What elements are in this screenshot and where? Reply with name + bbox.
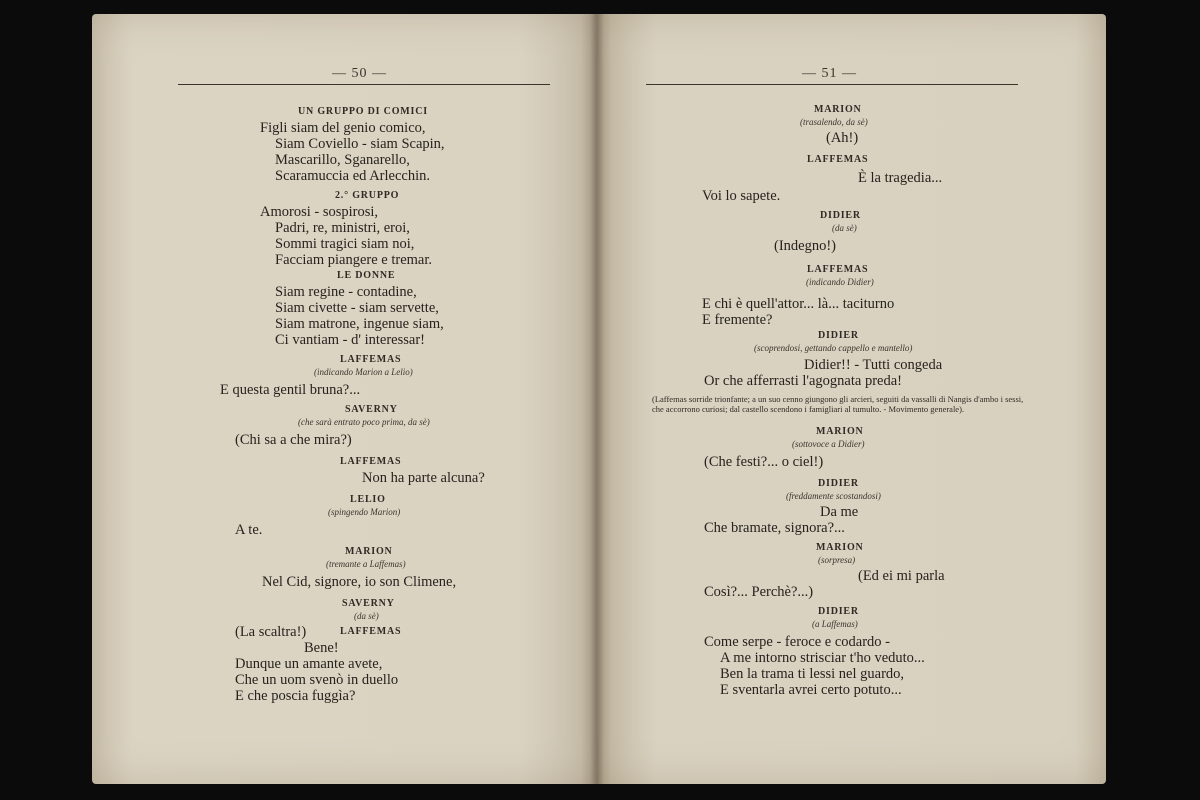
stage-direction: (da sè) [832,223,857,233]
stage-direction: (freddamente scostandosi) [786,491,881,501]
header-rule-left [178,84,550,85]
verse-line: Sommi tragici siam noi, [275,236,415,252]
page-number-right: — 51 — [802,66,857,81]
verse-line: Ci vantiam - d' interessar! [275,332,425,348]
speaker-label: SAVERNY [342,598,395,609]
verse-line: E questa gentil bruna?... [220,382,361,398]
stage-direction: (sottovoce a Didier) [792,439,865,449]
verse-line: Come serpe - feroce e codardo - [704,634,890,650]
verse-line: Siam regine - contadine, [275,284,417,300]
verse-line: Così?... Perchè?...) [704,584,814,600]
speaker-label: DIDIER [820,210,861,221]
left-page [92,14,596,784]
verse-line: Che un uom svenò in duello [235,672,399,688]
verse-line: (Ed ei mi parla [858,568,945,584]
verse-line: Mascarillo, Sganarello, [275,152,410,168]
speaker-label: 2.° GRUPPO [335,190,400,201]
speaker-label: LAFFEMAS [340,626,402,637]
header-rule-right [646,84,1018,85]
verse-line: Ben la trama ti lessi nel guardo, [720,666,905,682]
verse-line: Scaramuccia ed Arlecchin. [275,168,430,184]
speaker-label: MARION [814,104,862,115]
speaker-label: DIDIER [818,606,859,617]
verse-line: Didier!! - Tutti congeda [804,357,943,373]
speaker-label: DIDIER [818,330,859,341]
verse-line: Siam civette - siam servette, [275,300,439,316]
speaker-label: MARION [345,546,393,557]
speaker-label: MARION [816,542,864,553]
stage-direction: (spingendo Marion) [328,507,401,517]
stage-direction: (a Laffemas) [812,619,858,629]
verse-line: E sventarla avrei certo potuto... [720,682,902,698]
verse-line: Or che afferrasti l'agognata preda! [704,373,902,389]
verse-line: (Che festi?... o ciel!) [704,454,824,470]
verse-line: Padri, re, ministri, eroi, [275,220,410,236]
speaker-label: MARION [816,426,864,437]
verse-line: E fremente? [702,312,773,328]
verse-line: A me intorno strisciar t'ho veduto... [720,650,925,666]
speaker-label: UN GRUPPO DI COMICI [298,106,428,117]
verse-line: Siam matrone, ingenue siam, [275,316,444,332]
verse-line: Da me [820,504,859,520]
stage-direction: (indicando Marion a Lelio) [314,367,413,377]
verse-line: Amorosi - sospirosi, [260,204,379,220]
verse-line: Che bramate, signora?... [704,520,845,536]
stage-direction: (trasalendo, da sè) [800,117,868,127]
open-book [92,14,1106,784]
verse-line: Dunque un amante avete, [235,656,383,672]
verse-line: (Chi sa a che mira?) [235,432,352,448]
speaker-label: SAVERNY [345,404,398,415]
verse-line: Bene! [304,640,339,656]
speaker-label: LE DONNE [337,270,396,281]
verse-line: Facciam piangere e tremar. [275,252,433,268]
speaker-label: LAFFEMAS [807,154,869,165]
speaker-label: LAFFEMAS [807,264,869,275]
right-page [596,14,1106,784]
verse-line: Figli siam del genio comico, [260,120,426,136]
verse-line: E che poscia fuggìa? [235,688,356,704]
stage-direction-note: (Laffemas sorride trionfante; a un suo cenno giungono gli arcieri, seguiti da vassalli di Nangis d'ambo i sessi, che accorrono curiosi; dal castello scendono i famigliari al tumulto. - Movimento generale). [652,394,1024,414]
verse-line: Nel Cid, signore, io son Climene, [262,574,457,590]
verse-line: E chi è quell'attor... là... taciturno [702,296,895,312]
speaker-label: LAFFEMAS [340,354,402,365]
verse-line: (Indegno!) [774,238,837,254]
speaker-label: DIDIER [818,478,859,489]
page-number-left: — 50 — [332,66,387,81]
verse-line: Siam Coviello - siam Scapin, [275,136,445,152]
verse-line: (Ah!) [826,130,859,146]
verse-line: È la tragedia... [858,170,943,186]
verse-line: (La scaltra!) [235,624,307,640]
verse-line: A te. [235,522,263,538]
speaker-label: LELIO [350,494,386,505]
stage-direction: (indicando Didier) [806,277,874,287]
stage-direction: (tremante a Laffemas) [326,559,406,569]
verse-line: Non ha parte alcuna? [362,470,485,486]
stage-direction: (scoprendosi, gettando cappello e mantello) [754,343,913,353]
stage-direction: (da sè) [354,611,379,621]
stage-direction: (sorpresa) [818,555,856,565]
stage-direction: (che sarà entrato poco prima, da sè) [298,417,430,427]
speaker-label: LAFFEMAS [340,456,402,467]
verse-line: Voi lo sapete. [702,188,781,204]
book-gutter [590,14,604,784]
